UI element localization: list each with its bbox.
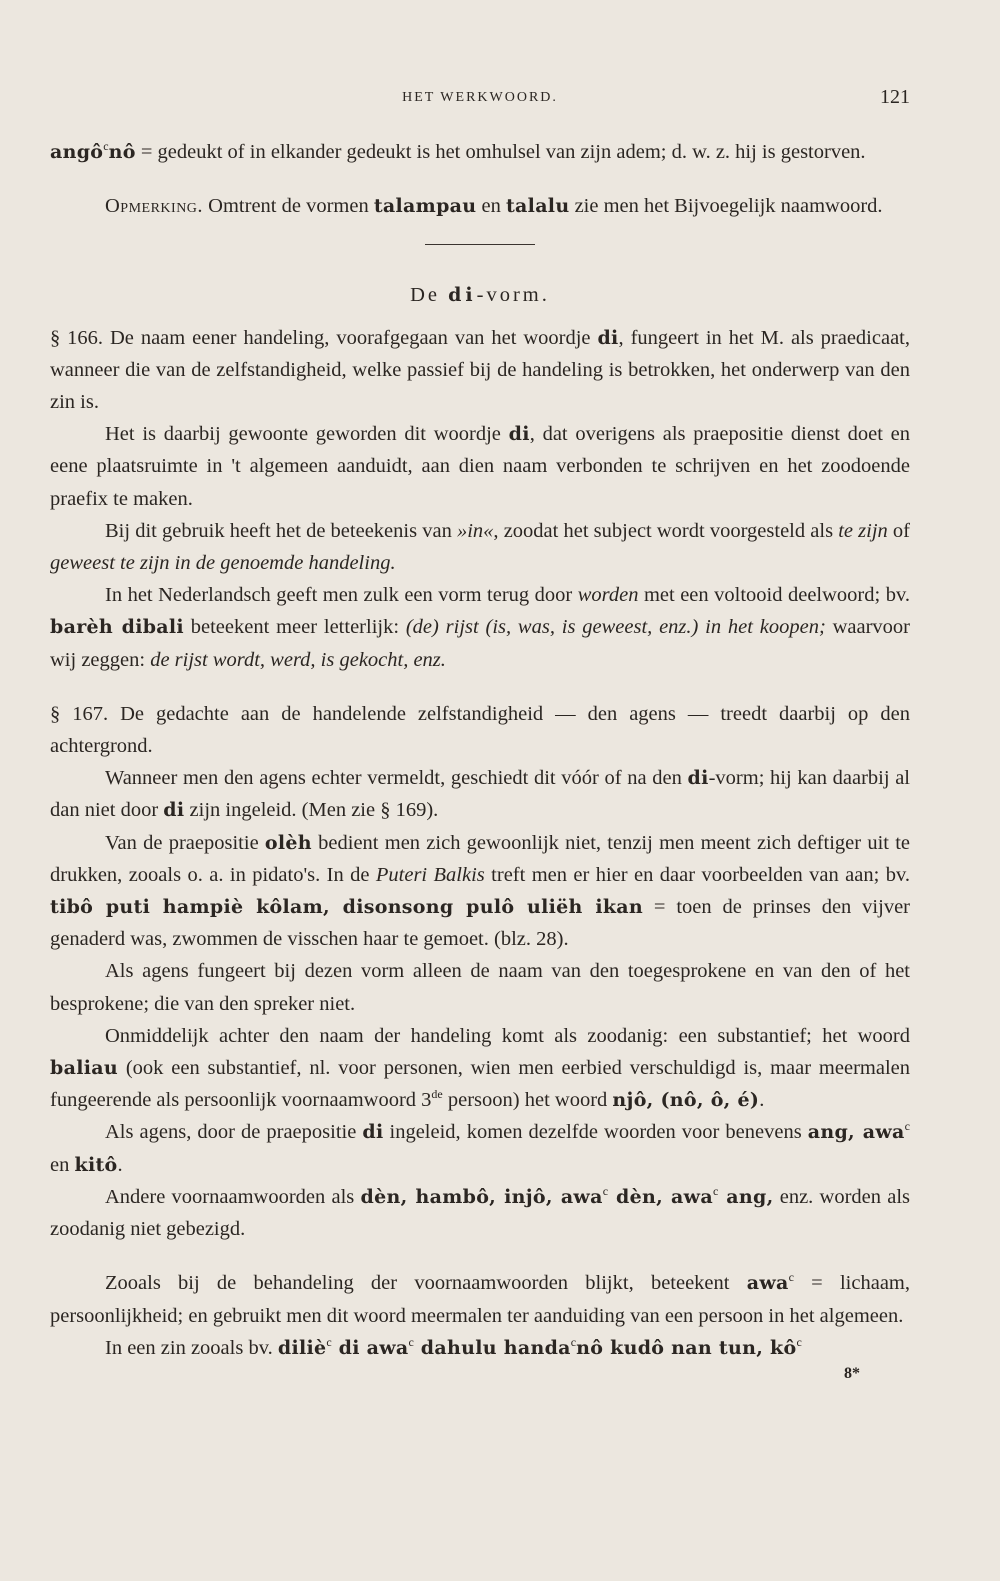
page-header bbox=[50, 86, 910, 114]
paragraph-11: Zooals bij de behandeling der voornaamwoorden blijkt, beteekent awa$^c$ = lichaam, persoonlijkheid; en gebruikt men dit woord meermalen ter aanduiding van een persoon in het algemeen. bbox=[50, 1270, 910, 1327]
paragraph-167: § 167. De gedachte aan de handelende zelfstandigheid — den agens — treedt daarbij op den achtergrond. bbox=[50, 702, 910, 758]
paragraph-angono: angô$^c$nô = gedeukt of in elkander gedeukt is het omhulsel van zijn adem; d. w. z. hij is gestorven. bbox=[50, 139, 866, 163]
paragraph-10: Andere voornaamwoorden als dèn, hambô, injô, awa$^c$ dèn, awa$^c$ ang, enz. worden als zoodanig niet gebezigd. bbox=[50, 1184, 911, 1241]
paragraph-2: Het is daarbij gewoonte geworden dit woordje di, dat overigens als praepositie dienst doet en eene plaatsruimte in 't algemeen aanduidt, aan dien naam verbonden te schrijven en het zoodoende praefix te maken. bbox=[50, 423, 910, 510]
paragraph-3: Bij dit gebruik heeft het de beteekenis van »in«, zoodat het subject wordt voorgesteld als te zijn of geweest te zijn in de genoemde handeling. bbox=[50, 519, 910, 575]
paragraph-opmerking: Opmerking. Omtrent de vormen talampau en talalu zie men het Bijvoegelijk naamwoord. bbox=[105, 195, 883, 218]
section-heading: De di-vorm. bbox=[410, 284, 550, 307]
paragraph-4: In het Nederlandsch geeft men zulk een vorm terug door worden met een voltooid deelwoord; bv. barèh dibali beteekent meer letterlijk: (de) rijst (is, was, is geweest, enz.) in het koopen; waarvoor wij zeggen: de rijst wordt, werd, is gekocht, enz. bbox=[50, 584, 911, 671]
paragraph-6: Van de praepositie olèh bedient men zich gewoonlijk niet, tenzij men meent zich deftiger uit te drukken, zooals o. a. in pidato's. In de Puteri Balkis treft men er hier en daar voorbeelden van aan; bv. tibô puti hampiè kôlam, disonsong pulô uliëh ikan = toen de prinses den vijver genaderd was, zwommen de visschen haar te gemoet. (blz. 28). bbox=[50, 831, 911, 951]
paragraph-8: Onmiddelijk achter den naam der handeling komt als zoodanig: een substantief; het woord baliau (ook een substantief, nl. voor personen, wien men eerbied verschuldigd is, maar meermalen fungeerende als persoonlijk voornaamwoord 3de persoon) het woord njô, (nô, ô, é). bbox=[50, 1024, 910, 1112]
paragraph-12: In een zin zooals bv. diliè$^c$ di awa$^c$ dahulu handa$^c$nô kudô nan tun, $kô^c$ bbox=[105, 1334, 802, 1359]
paragraph-166: § 166. De naam eener handeling, voorafgegaan van het woordje di, fungeert in het M. als praedicaat, wanneer die van de zelfstandigheid, welke passief bij de handeling is betrokken, het onderwerp van den zin is. bbox=[50, 326, 910, 414]
page-number: 121 bbox=[880, 86, 910, 108]
page-body bbox=[50, 136, 910, 1384]
running-title: HET WERKWOORD. bbox=[402, 90, 558, 105]
signature-mark: 8* bbox=[844, 1364, 860, 1382]
section-divider bbox=[425, 244, 535, 245]
paragraph-7: Als agens fungeert bij dezen vorm alleen de naam van den toegesprokene en van den of het besprokene; die van den spreker niet. bbox=[50, 960, 910, 1015]
paragraph-9: Als agens, door de praepositie di ingeleid, komen dezelfde woorden voor benevens ang, awa$^c$ en kitô. bbox=[50, 1119, 910, 1176]
paragraph-5: Wanneer men den agens echter vermeldt, geschiedt dit vóór of na den di-vorm; hij kan daarbij al dan niet door di zijn ingeleid. (Men zie § 169). bbox=[50, 767, 910, 822]
